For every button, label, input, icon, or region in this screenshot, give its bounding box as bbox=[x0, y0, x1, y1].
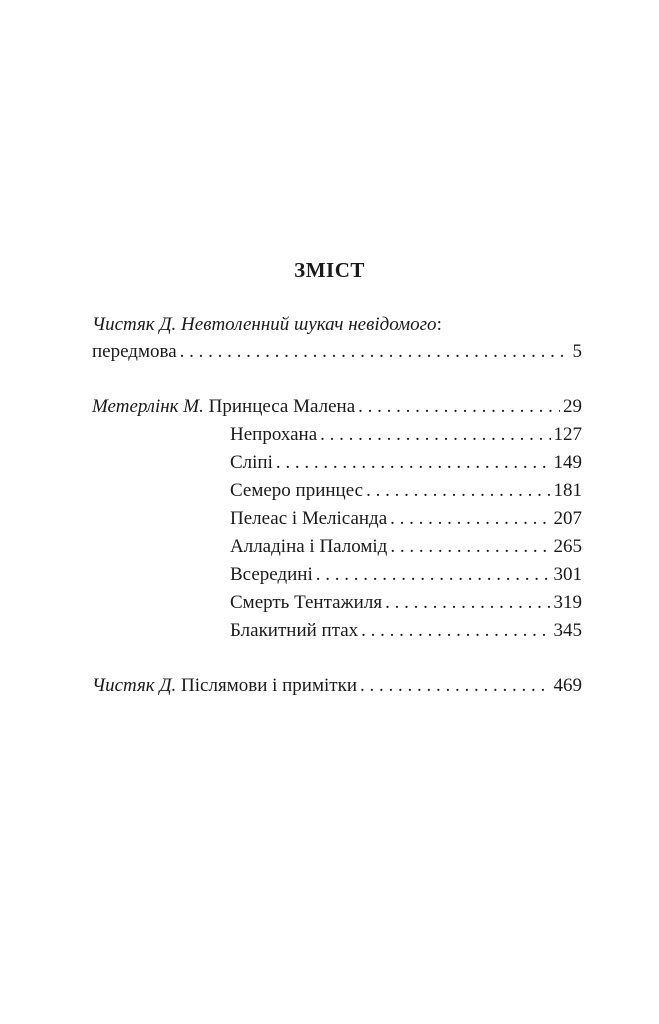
dot-leader bbox=[316, 563, 551, 587]
page-number: 207 bbox=[553, 508, 582, 529]
entry-title: Всередині bbox=[230, 564, 313, 585]
toc-entry-pelleas[interactable] bbox=[230, 507, 582, 531]
toc-entry-intruder[interactable] bbox=[230, 423, 582, 447]
preface-title-line bbox=[92, 313, 442, 337]
entry-title: Алладіна і Паломід bbox=[230, 536, 388, 557]
entry-title: Пелеас і Мелісанда bbox=[230, 508, 388, 529]
toc-entry-interior[interactable] bbox=[230, 563, 582, 587]
dot-leader bbox=[390, 507, 550, 531]
dot-leader bbox=[366, 479, 550, 503]
entry-title: Принцеса Малена bbox=[208, 396, 356, 417]
entry-title: Семеро принцес bbox=[230, 480, 364, 501]
entry-title: Сліпі bbox=[230, 452, 273, 473]
page-number: 5 bbox=[572, 341, 582, 362]
toc-entry-alladine[interactable] bbox=[230, 535, 582, 559]
toc-entry-blind[interactable] bbox=[230, 451, 582, 475]
preface-colon: : bbox=[436, 314, 442, 335]
page-number: 149 bbox=[553, 452, 582, 473]
toc-entry-princess-malena[interactable] bbox=[92, 395, 582, 419]
toc-entry-preface[interactable] bbox=[92, 340, 582, 364]
dot-leader bbox=[276, 451, 551, 475]
preface-subtitle: передмова bbox=[92, 341, 177, 362]
dot-leader bbox=[385, 591, 550, 615]
dot-leader bbox=[360, 674, 551, 698]
entry-title: Післямови і примітки bbox=[181, 675, 357, 696]
toc-entry-tintagiles[interactable] bbox=[230, 591, 582, 615]
dot-leader bbox=[180, 340, 570, 364]
dot-leader bbox=[358, 395, 560, 419]
toc-entry-blue-bird[interactable] bbox=[230, 619, 582, 643]
entry-title: Смерть Тентажиля bbox=[230, 592, 383, 613]
dot-leader bbox=[390, 535, 550, 559]
page-number: 127 bbox=[553, 424, 582, 445]
page-number: 301 bbox=[553, 564, 582, 585]
page-number: 265 bbox=[553, 536, 582, 557]
entry-title: Блакитний птах bbox=[230, 620, 359, 641]
toc-entry-seven-princesses[interactable] bbox=[230, 479, 582, 503]
toc-heading: ЗМІСТ bbox=[294, 258, 365, 282]
page-number: 181 bbox=[553, 480, 582, 501]
afterword-author: Чистяк Д. bbox=[92, 675, 177, 696]
toc-entry-afterword[interactable] bbox=[92, 674, 582, 698]
page-number: 345 bbox=[553, 620, 582, 641]
page-number: 469 bbox=[553, 675, 582, 696]
entry-title: Непрохана bbox=[230, 424, 318, 445]
dot-leader bbox=[320, 423, 550, 447]
page-number: 319 bbox=[553, 592, 582, 613]
page-number: 29 bbox=[563, 396, 582, 417]
maeterlinck-author: Метерлінк М. bbox=[92, 396, 204, 417]
preface-title: Невтоленний шукач невідомого bbox=[181, 314, 437, 335]
dot-leader bbox=[361, 619, 550, 643]
preface-author: Чистяк Д. bbox=[92, 314, 177, 335]
